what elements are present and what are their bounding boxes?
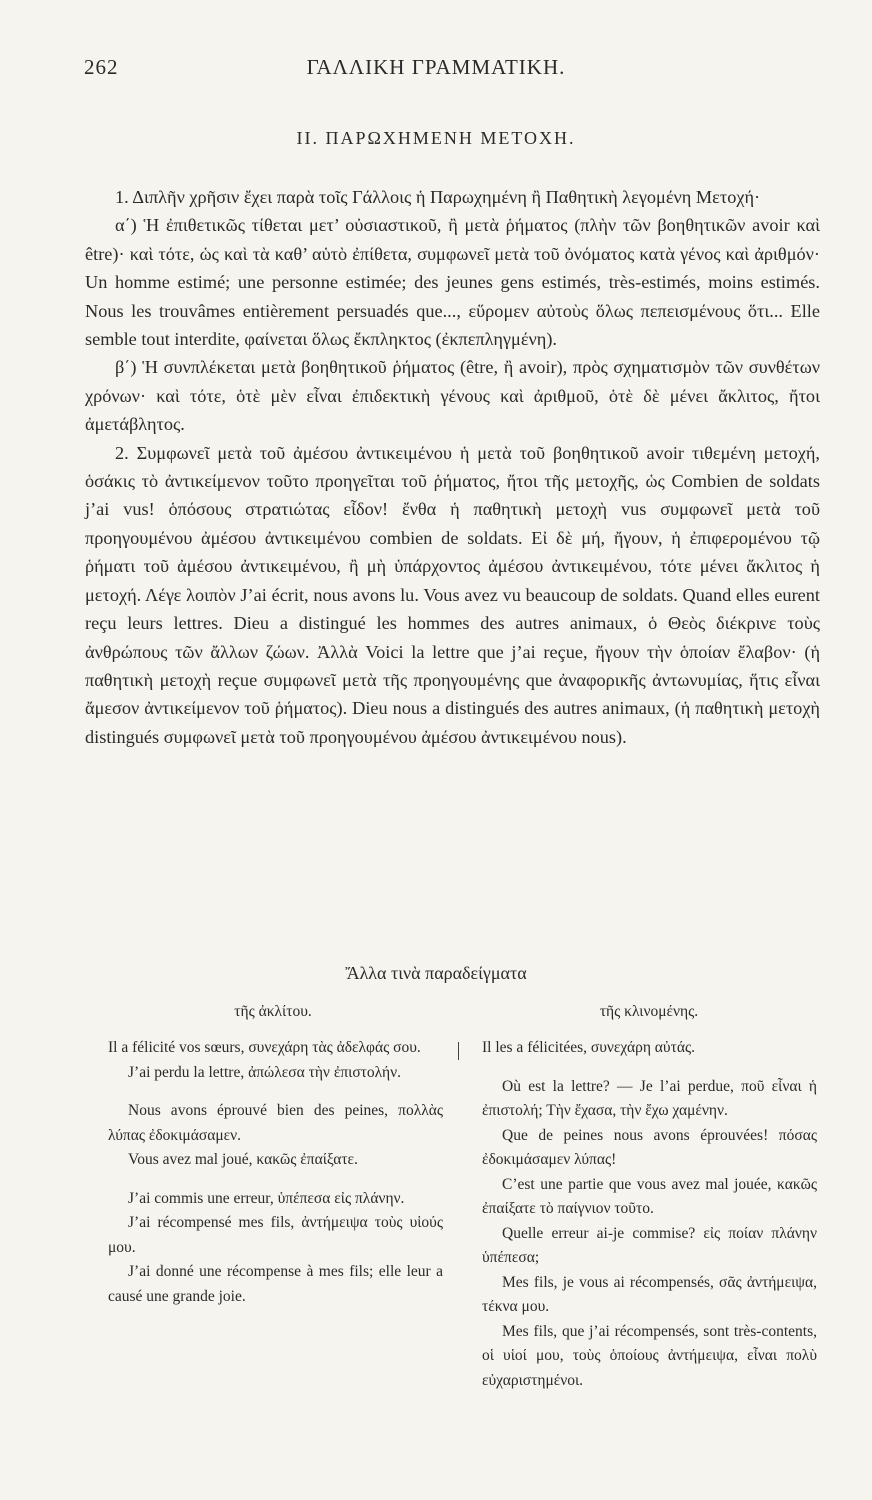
- main-text: [85, 183, 820, 751]
- right-column-heading: τῆς κλινομένης.: [599, 1003, 699, 1020]
- left-entry: J’ai récompensé mes fils, ἀντήμειψα τοὺς υἱούς μου.: [108, 1214, 443, 1256]
- page-header: [84, 55, 788, 80]
- left-entry: Nous avons éprouvé bien des peines, πολλὰς λύπας ἐδοκιμάσαμεν.: [108, 1102, 443, 1144]
- left-entry: J’ai perdu la lettre, ἀπώλεσα τὴν ἐπιστολήν.: [128, 1063, 402, 1081]
- right-entry: C’est une partie que vous avez mal jouée, κακῶς ἐπαίξατε τὸ παίγνιον τοῦτο.: [482, 1175, 817, 1217]
- left-column-heading: τῆς ἀκλίτου.: [234, 1003, 312, 1020]
- section-title: II. ΠΑΡΩΧΗΜΕΝΗ ΜΕΤΟΧΗ.: [296, 128, 576, 148]
- column-divider: [458, 1042, 459, 1060]
- running-title: ΓΑΛΛΙΚΗ ΓΡΑΜΜΑΤΙΚΗ.: [306, 55, 566, 79]
- right-entry: Quelle erreur ai-je commise? εἰς ποίαν πλάνην ὑπέπεσα;: [482, 1224, 817, 1266]
- left-entry: Il a félicité vos sœurs, συνεχάρη τὰς ἀδελφάς σου.: [108, 1039, 421, 1056]
- paragraph-1: 1. Διπλῆν χρῆσιν ἔχει παρὰ τοῖς Γάλλοις ἡ Παρωχημένη ἢ Παθητικὴ λεγομένη Μετοχή·: [115, 187, 761, 207]
- paragraph-beta: β΄) Ἡ συνπλέκεται μετὰ βοηθητικοῦ ῥήματος (être, ἢ avoir), πρὸς σχηματισμὸν τῶν συνθέτων χρόνων· καὶ τότε, ὁτὲ μὲν εἶναι ἐπιδεκτικὴ γένους καὶ ἀριθμοῦ, ὁτὲ δὲ μένει ἄκλιτος, ἤτοι ἀμετάβλητος.: [85, 357, 820, 435]
- left-entry: J’ai donné une récompense à mes fils; elle leur a causé une grande joie.: [108, 1263, 443, 1305]
- left-entry: Vous avez mal joué, κακῶς ἐπαίξατε.: [128, 1151, 358, 1168]
- page-number: 262: [84, 55, 119, 79]
- paragraph-2: 2. Συμφωνεῖ μετὰ τοῦ ἀμέσου ἀντικειμένου ἡ μετὰ τοῦ βοηθητικοῦ avoir τιθεμένη μετοχή, ὁσάκις τὸ ἀντικείμενον τοῦτο προηγεῖται τοῦ ῥήματος, ἤτοι τῆς μετοχῆς, ὡς Combien de soldats j’ai vus! ὁπόσους στρατιώτας εἶδον! ἔνθα ἡ παθητικὴ μετοχὴ vus συμφωνεῖ μετὰ τοῦ προηγουμένου ἀμέσου ἀντικειμένου combien de soldats. Εἰ δὲ μή, ἤγουν, ἡ ἐπιφερομένου τῷ ῥήματι τοῦ ἀμέσου ἀντικειμένου, ἢ μὴ ὑπάρχοντος ἀμέσου ἀντικειμένου, τότε μένει ἄκλιτος ἡ μετοχή. Λέγε λοιπὸν J’ai écrit, nous avons lu. Vous avez vu beaucoup de soldats. Quand elles eurent reçu leurs lettres. Dieu a distingué les hommes des autres animaux, ὁ Θεὸς διέκρινε τοὺς ἀνθρώπους τῶν ἄλλων ζώων. Ἀλλὰ Voici la lettre que j’ai reçue, ἤγουν τὴν ὁποίαν ἔλαβον· (ἡ παθητικὴ μετοχὴ reçue συμφωνεῖ μετὰ τῆς προηγουμένης que ἀναφορικῆς ἀντωνυμίας, ἥτις εἶναι ἄμεσον ἀντικείμενον τοῦ ῥήματος). Dieu nous a distingués des autres animaux, (ἡ παθητικὴ μετοχὴ distingués συμφωνεῖ μετὰ τοῦ προηγουμένου ἀμέσου ἀντικειμένου nous).: [85, 442, 820, 747]
- right-entry: Mes fils, je vous ai récompensés, σᾶς ἀντήμειψα, τέκνα μου.: [482, 1273, 817, 1315]
- examples-heading: Ἄλλα τινὰ παραδείγματα: [345, 963, 527, 983]
- left-column: [108, 1036, 443, 1309]
- paragraph-alpha: α΄) Ἡ ἐπιθετικῶς τίθεται μετ’ οὐσιαστικοῦ, ἢ μετὰ ῥήματος (πλὴν τῶν βοηθητικῶν avoir καὶ être)· καὶ τότε, ὡς καὶ τὰ καθ’ αὑτὸ ἐπίθετα, συμφωνεῖ μετὰ τοῦ ὀνόματος κατὰ γένος καὶ ἀριθμόν· Un homme estimé; une personne estimée; des jeunes gens estimés, très-estimés, moins estimés. Nous les trouvâmes entièrement persuadés que..., εὕρομεν αὐτοὺς ὅλως πεπεισμένους ὅτι... Elle semble tout interdite, φαίνεται ὅλως ἔκπληκτος (ἐκπεπληγμένη).: [85, 215, 820, 350]
- right-column: [482, 1036, 817, 1393]
- right-entry: Que de peines nous avons éprouvées! πόσας ἐδοκιμάσαμεν λύπας!: [482, 1126, 817, 1168]
- left-entry: J’ai commis une erreur, ὑπέπεσα εἰς πλάνην.: [128, 1189, 405, 1207]
- right-entry: Mes fils, que j’ai récompensés, sont très-contents, οἱ υἱοί μου, τοὺς ὁποίους ἀντήμειψα, εἶναι πολὺ εὐχαριστημένοι.: [482, 1322, 817, 1389]
- right-entry: Où est la lettre? — Je l’ai perdue, ποῦ εἶναι ἡ ἐπιστολή; Τὴν ἔχασα, τὴν ἔχω χαμένην.: [482, 1077, 817, 1119]
- right-entry: Il les a félicitées, συνεχάρη αὐτάς.: [482, 1039, 695, 1056]
